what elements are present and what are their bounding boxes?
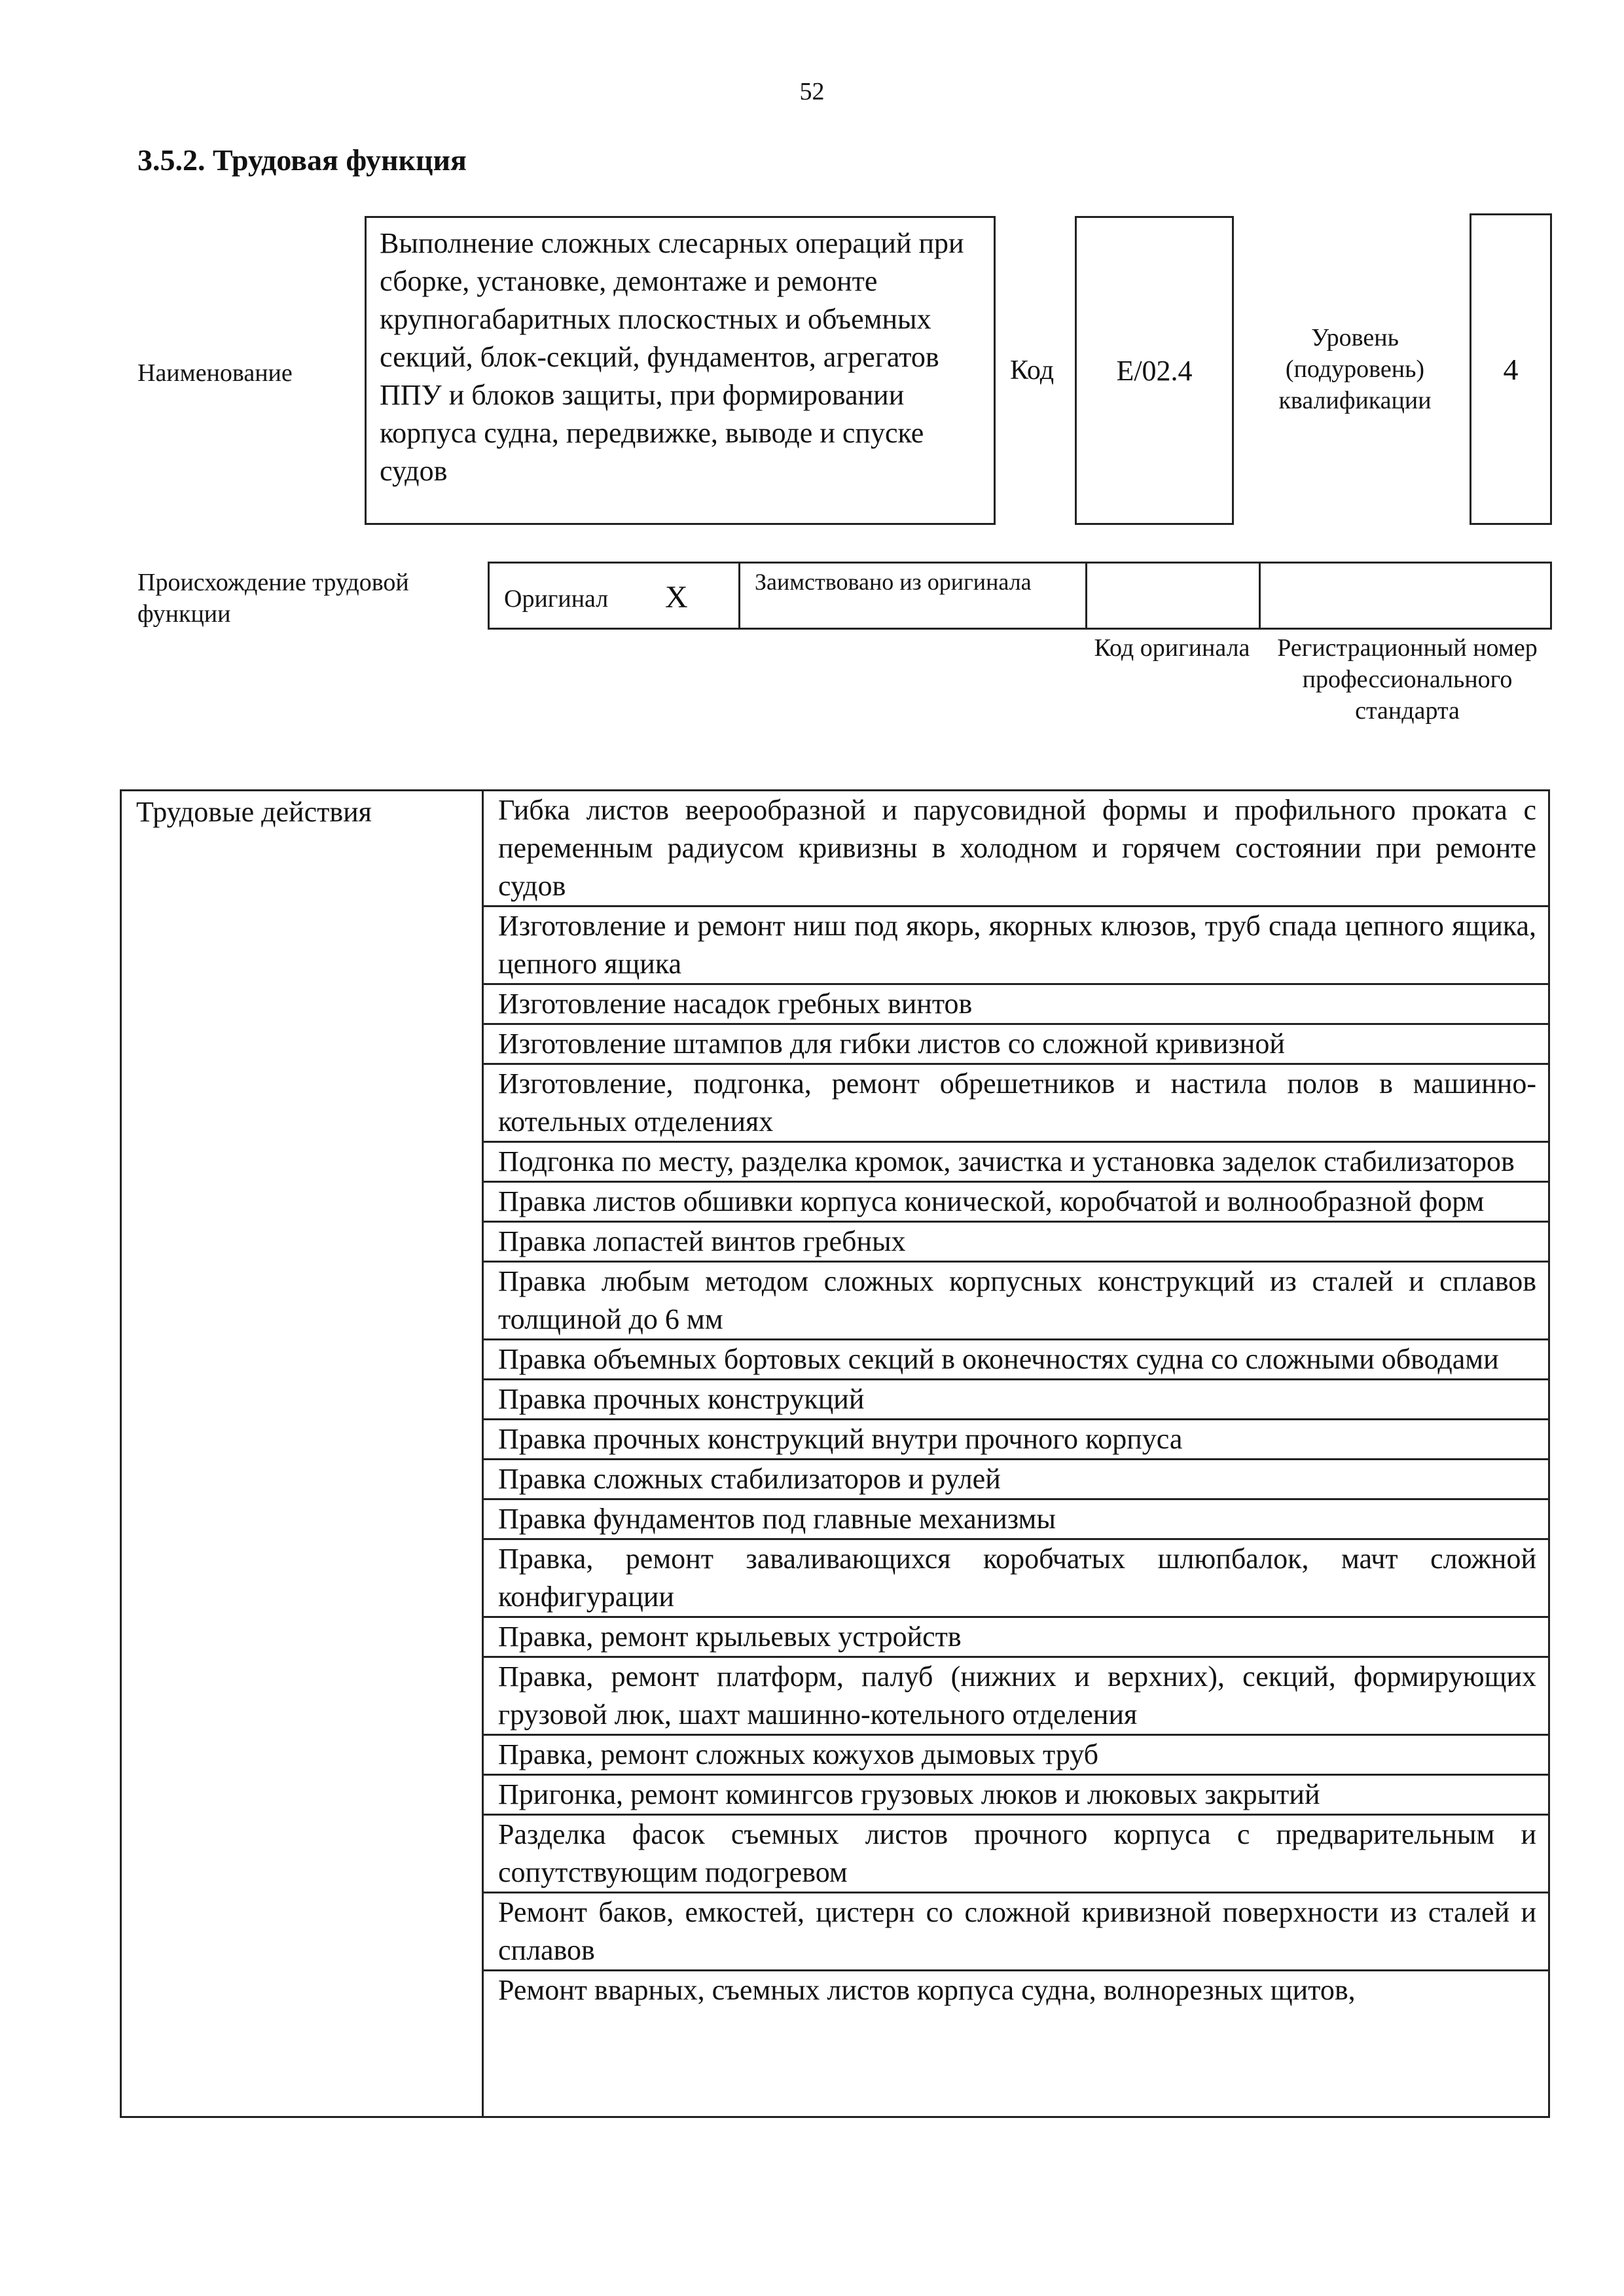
labor-actions-label: Трудовые действия — [136, 796, 372, 828]
labor-action-item: Правка, ремонт платформ, палуб (нижних и верхних), секций, формирующих грузовой люк, шахт машинно-котельного отделения — [484, 1658, 1548, 1736]
labor-action-item: Правка любым методом сложных корпусных конструкций из сталей и сплавов толщиной до 6 мм — [484, 1263, 1548, 1340]
labor-action-item: Правка листов обшивки корпуса конической, коробчатой и волнообразной форм — [484, 1183, 1548, 1223]
code-label: Код — [1010, 355, 1055, 386]
labor-actions-list — [484, 791, 1548, 2009]
labor-action-item: Ремонт баков, емкостей, цистерн со сложной кривизной поверхности из сталей и сплавов — [484, 1893, 1548, 1971]
labor-action-item: Изготовление штампов для гибки листов со сложной кривизной — [484, 1025, 1548, 1065]
labor-action-item: Правка, ремонт крыльевых устройств — [484, 1618, 1548, 1658]
labor-action-item: Ремонт вварных, съемных листов корпуса судна, волнорезных щитов, — [498, 1974, 1356, 2006]
code-box — [1075, 216, 1234, 525]
registration-number-label: Регистрационный номер профессионального стандарта — [1277, 634, 1538, 725]
labor-action-item: Правка фундаментов под главные механизмы — [484, 1500, 1548, 1540]
page-number: 52 — [799, 78, 825, 105]
labor-action-item: Изготовление, подгонка, ремонт обрешетников и настила полов в машинно-котельных отделениях — [484, 1065, 1548, 1143]
labor-action-item: Правка сложных стабилизаторов и рулей — [484, 1460, 1548, 1500]
labor-action-item: Правка, ремонт заваливающихся коробчатых шлюпбалок, мачт сложной конфигурации — [484, 1540, 1548, 1618]
borrowed-label: Заимствовано из оригинала — [755, 569, 1032, 595]
labor-action-item: Пригонка, ремонт комингсов грузовых люков и люковых закрытий — [484, 1776, 1548, 1816]
code-of-original-label: Код оригинала — [1094, 634, 1250, 662]
labor-action-item: Правка объемных бортовых секций в оконечностях судна со сложными обводами — [484, 1340, 1548, 1380]
labor-actions-table — [120, 789, 1550, 2118]
original-label: Оригинал — [504, 585, 609, 613]
labor-action-item: Гибка листов веерообразной и парусовидной формы и профильного проката с переменным радиусом кривизны в холодном и горячем состоянии при ремонте судов — [484, 791, 1548, 907]
origin-table — [488, 562, 1552, 630]
origin-label: Происхождение трудовой функции — [137, 569, 409, 628]
level-label: Уровень (подуровень) квалификации — [1278, 324, 1432, 414]
original-cell — [490, 564, 740, 628]
labor-action-item: Подгонка по месту, разделка кромок, зачистка и установка заделок стабилизаторов — [484, 1143, 1548, 1183]
section-title: 3.5.2. Трудовая функция — [137, 143, 467, 177]
level-box — [1470, 213, 1552, 525]
labor-action-item: Правка лопастей винтов гребных — [484, 1223, 1548, 1263]
labor-action-item: Правка прочных конструкций внутри прочного корпуса — [484, 1420, 1548, 1460]
function-name-box — [365, 216, 996, 525]
original-mark: X — [665, 580, 688, 615]
original-code-cell — [1087, 564, 1261, 628]
labor-action-item: Разделка фасок съемных листов прочного корпуса с предварительным и сопутствующим подогревом — [484, 1816, 1548, 1893]
code-value: E/02.4 — [1116, 354, 1193, 387]
function-name-value: Выполнение сложных слесарных операций при сборке, установке, демонтаже и ремонте крупногабаритных плоскостных и объемных секций, блок-секций, фундаментов, агрегатов ППУ и блоков защиты, при формировании корпуса судна, передвижке, выводе и спуске судов — [380, 227, 964, 487]
level-value: 4 — [1503, 352, 1519, 386]
borrowed-cell — [740, 564, 1087, 628]
labor-action-item: Правка прочных конструкций — [484, 1380, 1548, 1420]
labor-action-item: Изготовление насадок гребных винтов — [484, 985, 1548, 1025]
name-label: Наименование — [137, 359, 293, 387]
labor-action-item: Правка, ремонт сложных кожухов дымовых труб — [484, 1736, 1548, 1776]
registration-number-cell — [1261, 564, 1550, 628]
labor-action-item: Изготовление и ремонт ниш под якорь, якорных клюзов, труб спада цепного ящика, цепного ящика — [484, 907, 1548, 985]
